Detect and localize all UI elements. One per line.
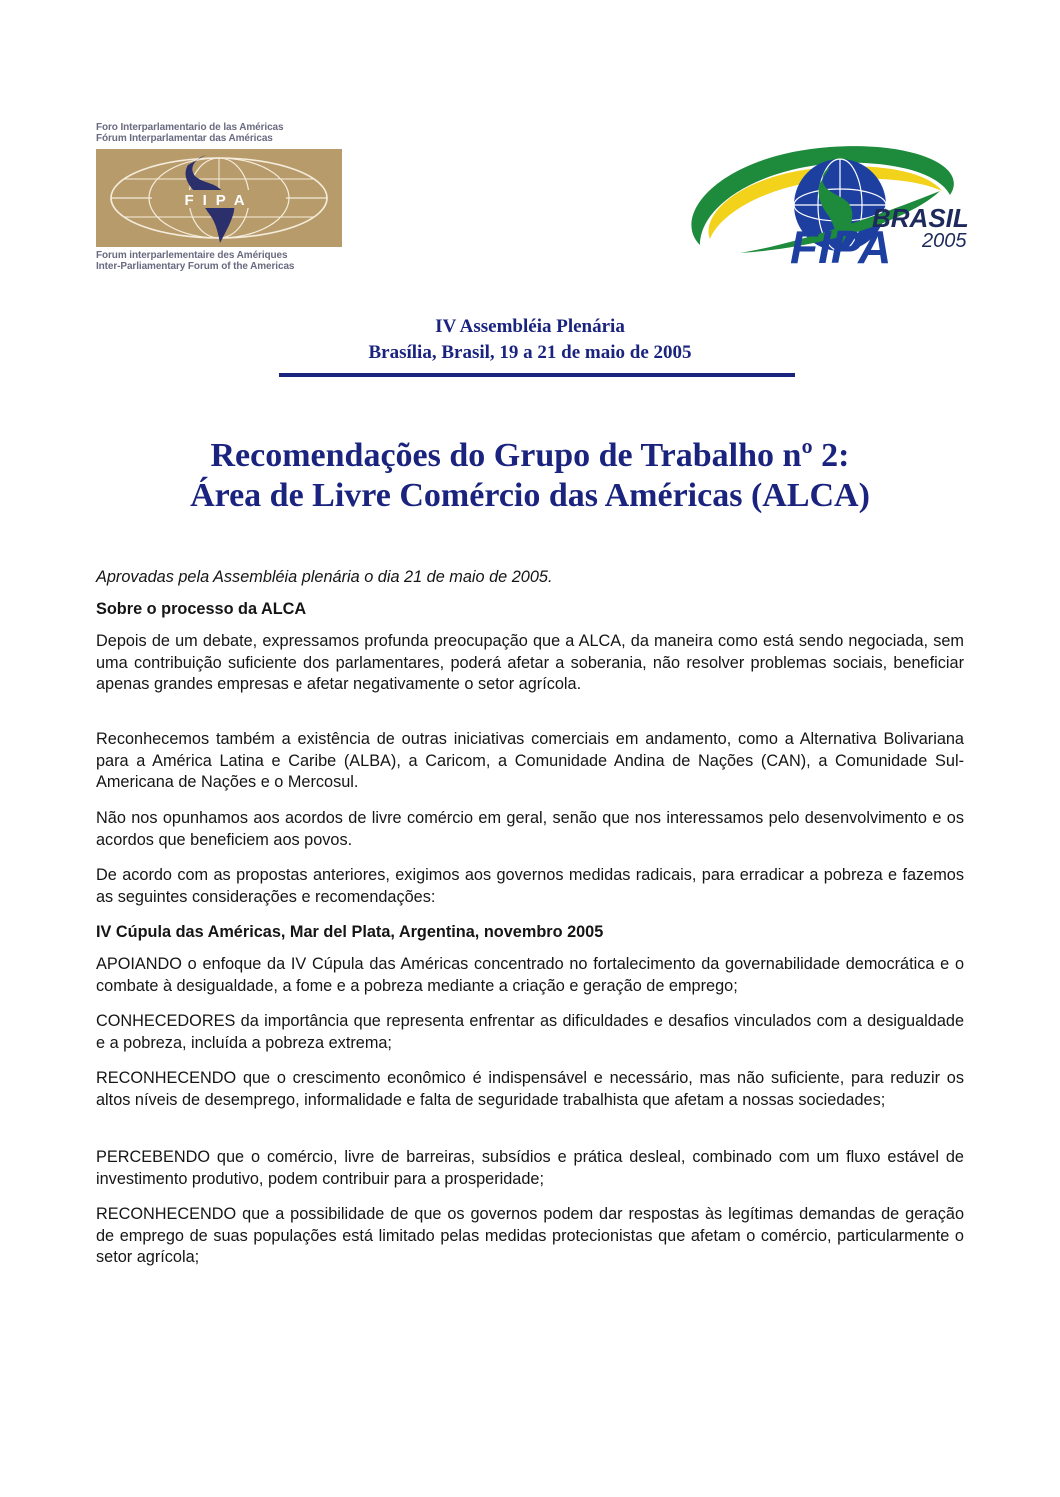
logo-left-top-line2: Fórum Interparlamentar das Américas [96, 133, 273, 144]
section-heading-alca-process: Sobre o processo da ALCA [96, 600, 307, 619]
fipa-americas-logo [96, 122, 346, 274]
paragraph-debate-concern: Depois de um debate, expressamos profunda preocupação que a ALCA, da maneira como está sendo negociada, sem uma contribuição suficiente dos parlamentares, poderá afetar a soberania, não resolver problemas sociais, beneficiar apenas grandes empresas e afetar negativamente o setor agrícola. [96, 632, 964, 694]
logo-left-top-line1: Foro Interparlamentario de las Américas [96, 122, 284, 133]
logo-right-year: 2005 [922, 230, 967, 252]
fipa-brasil-2005-logo [680, 135, 980, 270]
paragraph-other-initiatives: Reconhecemos também a existência de outras iniciativas comerciais em andamento, como a Alternativa Bolivariana para a América Latina e Caribe (ALBA), a Caricom, a Comunidade Andina de Nações (CAN), a Comunidade Sul-Americana de Nações e o Mercosul. [96, 730, 964, 792]
globe-emblem [96, 149, 342, 247]
logo-right-acronym: FIPA [790, 221, 892, 270]
paragraph-free-trade-position: Não nos opunhamos aos acordos de livre comércio em geral, senão que nos interessamos pelo desenvolvimento e os acordos que beneficiem aos povos. [96, 809, 964, 849]
document-title-line1: Recomendações do Grupo de Trabalho nº 2: [210, 437, 850, 474]
approval-note: Aprovadas pela Assembléia plenária o dia 21 de maio de 2005. [96, 568, 553, 587]
assembly-location-date: Brasília, Brasil, 19 a 21 de maio de 2005 [368, 342, 692, 363]
logo-left-bottom-line1: Forum interparlementaire des Amériques [96, 250, 288, 261]
paragraph-reconhecendo-protectionism: RECONHECENDO que a possibilidade de que os governos podem dar respostas às legítimas demandas de geração de emprego de suas populações está limitado pelas medidas protecionistas que afetam o comércio, particularmente o setor agrícola; [96, 1205, 964, 1267]
logo-left-center-text: FIPA [184, 192, 254, 209]
paragraph-conhecedores: CONHECEDORES da importância que representa enfrentar as dificuldades e desafios vinculados com a desigualdade e a pobreza, incluída a pobreza extrema; [96, 1012, 964, 1052]
paragraph-reconhecendo-growth: RECONHECENDO que o crescimento econômico é indispensável e necessário, mas não suficiente, para reduzir os altos níveis de desemprego, informalidade e falta de seguridade trabalhista que afetam a nossas sociedades; [96, 1069, 964, 1109]
section-heading-summit: IV Cúpula das Américas, Mar del Plata, Argentina, novembro 2005 [96, 923, 604, 942]
paragraph-percebendo: PERCEBENDO que o comércio, livre de barreiras, subsídios e prática desleal, combinado com um fluxo estável de investimento produtivo, podem contribuir para a prosperidade; [96, 1148, 964, 1188]
paragraph-demands: De acordo com as propostas anteriores, exigimos aos governos medidas radicais, para erradicar a pobreza e fazemos as seguintes considerações e recomendações: [96, 866, 964, 906]
logo-left-top-text [96, 122, 346, 144]
paragraph-apoiando: APOIANDO o enfoque da IV Cúpula das Américas concentrado no fortalecimento da governabilidade democrática e o combate à desigualdade, a fome e a pobreza mediante a criação e geração de emprego; [96, 955, 964, 995]
assembly-title: IV Assembléia Plenária [435, 316, 625, 337]
document-title-line2: Área de Livre Comércio das Américas (ALCA) [190, 477, 870, 514]
logo-right-country: BRASIL [872, 203, 969, 233]
logo-left-bottom-line2: Inter-Parliamentary Forum of the Americas [96, 261, 295, 272]
logo-left-bottom-text [96, 250, 346, 272]
header-divider [279, 373, 795, 377]
